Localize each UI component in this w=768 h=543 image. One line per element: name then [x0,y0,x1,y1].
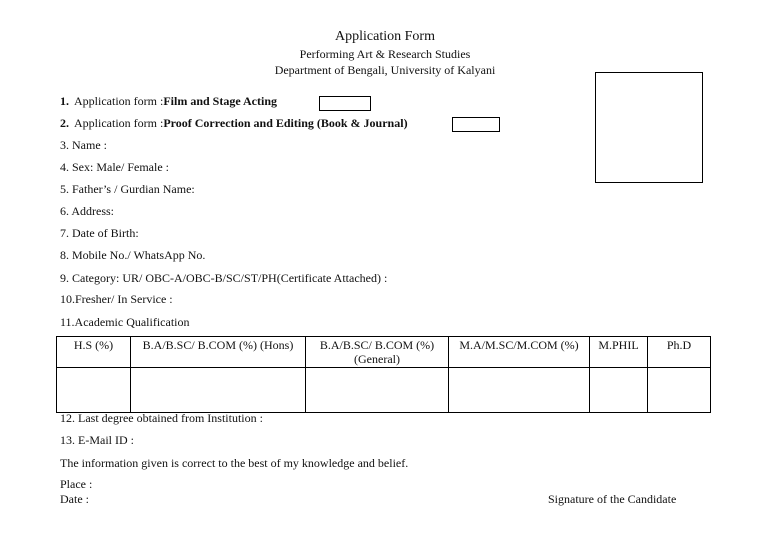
column-header-mphil: M.PHIL [590,337,648,368]
column-header-ba-hons: B.A/B.SC/ B.COM (%) (Hons) [131,337,306,368]
column-header-ba-general: B.A/B.SC/ B.COM (%) (General) [306,337,449,368]
name-field[interactable]: 3. Name : [60,138,107,152]
column-header-phd: Ph.D [648,337,711,368]
academic-qualification-table [56,336,711,413]
declaration-text: The information given is correct to the best of my knowledge and belief. [60,456,409,470]
item-value: Film and Stage Acting [163,94,277,108]
table-row [57,368,711,413]
column-header-ma: M.A/M.SC/M.COM (%) [449,337,590,368]
photo-box[interactable] [595,72,703,183]
fresher-in-service-field[interactable]: 10.Fresher/ In Service : [60,292,173,306]
father-name-field[interactable]: 5. Father’s / Gurdian Name: [60,182,195,196]
column-header-hs: H.S (%) [57,337,131,368]
signature-label: Signature of the Candidate [548,492,677,506]
item-label: Application form : [74,116,164,130]
table-header-row [57,337,711,368]
form-title: Application Form [335,29,435,44]
item-number: 1. [60,94,69,108]
ma-percent-cell[interactable] [449,368,590,413]
address-field[interactable]: 6. Address: [60,204,114,218]
form-subtitle: Performing Art & Research Studies [299,47,471,61]
ba-hons-percent-cell[interactable] [131,368,306,413]
last-degree-field[interactable]: 12. Last degree obtained from Institution : [60,411,263,425]
sex-field[interactable]: 4. Sex: Male/ Female : [60,160,169,174]
mobile-field[interactable]: 8. Mobile No./ WhatsApp No. [60,248,206,262]
proof-correction-checkbox[interactable] [452,117,500,132]
ba-general-percent-cell[interactable] [306,368,449,413]
place-field[interactable]: Place : [60,477,93,491]
hs-percent-cell[interactable] [57,368,131,413]
date-of-birth-field[interactable]: 7. Date of Birth: [60,226,139,240]
category-field[interactable]: 9. Category: UR/ OBC-A/OBC-B/SC/ST/PH(Certificate Attached) : [60,271,388,285]
academic-qualification-heading: 11.Academic Qualification [60,315,190,329]
item-value: Proof Correction and Editing (Book & Journal) [163,116,408,130]
phd-cell[interactable] [648,368,711,413]
email-field[interactable]: 13. E-Mail ID : [60,433,134,447]
mphil-cell[interactable] [590,368,648,413]
item-label: Application form : [74,94,164,108]
date-field[interactable]: Date : [60,492,89,506]
item-number: 2. [60,116,69,130]
item-film-stage-acting [60,94,277,109]
department-name: Department of Bengali, University of Kalyani [274,63,496,77]
item-proof-correction [60,116,408,131]
film-stage-acting-checkbox[interactable] [319,96,371,111]
